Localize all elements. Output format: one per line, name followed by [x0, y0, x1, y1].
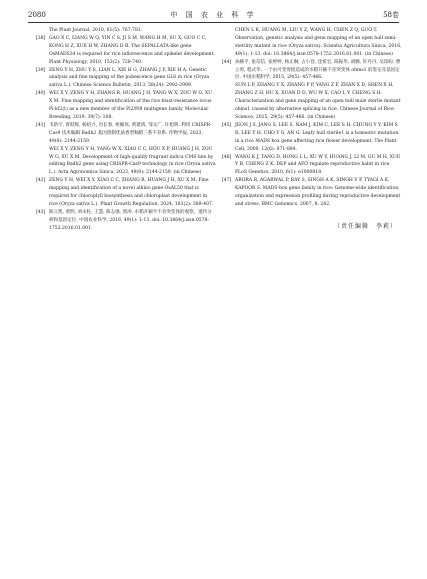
reference-number: [41] [36, 122, 46, 128]
reference-40 [36, 90, 216, 122]
reference-45 [222, 122, 403, 154]
reference-number: [39] [36, 67, 46, 73]
reference-number: [40] [36, 91, 46, 97]
reference-text: ARORA R, AGARWAL P, RAY S, SINGH A K, SINGH V P, TYAGI A K, KAPOOR S. MADS-box gene family in rice: Genome-wide identification, organization and expression profiling during reproductive development and stress. BMC Genomics, 2007, 8: 242. [235, 178, 401, 207]
header-rule [28, 22, 399, 23]
reference-text: GAO X C, LIANG W Q, YIN C S, JI S M, WANG H M, SU X, GUO C C, KONG H Z, XUE H W, ZHANG D B. The SEPALLATA-like gene OsMADS34 is required for rice inflorescence and spikelet development. Plant Physiology, 2010, 153(2): 728-740. [49, 35, 215, 65]
reference-46 [222, 154, 403, 178]
reference-translation: CHEN L K, HUANG M, LIU Y Z, WANG H, CHEN Z Q, GUO T. Observation, genetic analysis and gene mapping of an open hull semi-sterility mutant in rice (Oryza sativa). Scientia Agricultura Sinica, 2016, 49(1): 1-13. doi: 10.3864/j.issn.0578-1752.2016.01.001. (in Chinese) [235, 28, 402, 57]
left-column [36, 27, 216, 233]
reference-text: 孙赫平, 张培信, 张婷婷, 杨正琳, 占小登, 沈希宏, 陈振华, 胡腾, 轩丹丹, 吴玮盼, 曹立勇, 程式华. 一个由可变剪接造成的水稻开颖不育突变体 ohms1 的鉴定及基因定位. 中国水稻科学, 2015, 29(5): 457-466. [235, 59, 401, 81]
reference-44 [222, 59, 403, 83]
reference-42 [36, 177, 216, 209]
page-number: 2080 [28, 11, 46, 19]
reference-41 [36, 122, 216, 146]
reference-number: [47] [222, 178, 232, 184]
reference-47 [222, 177, 403, 209]
volume-label: 58卷 [383, 11, 399, 19]
reference-number: [43] [36, 209, 46, 215]
reference-number: [46] [222, 154, 232, 160]
reference-text: JEON J S, JANG S, LEE S, NAM J, KIM C, LEE S H, CHUNG Y Y, KIM S R, LEE Y H, CHO Y G, AN G. Leafy hull sterile1 is a homeotic mutation in a rice MADS box gene affecting rice flower development. The Plant Cell, 2000, 12(6): 871-884. [235, 122, 399, 152]
reference-38 [36, 35, 216, 67]
reference-translation: WEI X Y, ZENG Y H, YANG W X, XIAO C C, HOU X P, HUANG J H, ZOU W G, XU X M. Development of high-quality fragrant indica CMS line by editing Badh2 gene using CRISPR-Cas9 technology in rice (Oryza sativa L.). Acta Agronomica Sinica, 2023, 49(8): 2144-2159. (in Chinese) [49, 146, 216, 176]
reference-text: 韦新宇, 曾跃辉, 杨绍兴, 肖长春, 侯佩瑶, 黄建鸿, 邹文广, 许旭明. 利用 CRISPR-Cas9 技术编辑 Badh2 基因创制优质香型籼稻三系不育系. 作物学报, 2023, 49(8): 2144-2159. [49, 122, 212, 144]
responsible-editor: （责任编辑 李莉） [333, 222, 397, 230]
reference-43 [36, 209, 216, 233]
reference-continuation: The Plant Journal, 2010, 61(5): 767-781. [49, 28, 143, 33]
reference-text: WEI X Y, ZENG Y H, ZHANG R, HUANG J H, YANG W X, ZOU W G, XU X M. Fine mapping and identification of the rice blast-resistance locus Pi-kf2(t) as a new member of the Pi2/Pi9 multigene family. Molecular Breeding, 2019, 39(7): 108. [49, 91, 212, 120]
right-column [222, 27, 403, 231]
reference-39 [36, 67, 216, 91]
reference-number: [45] [222, 122, 232, 128]
journal-title: 中 国 农 业 科 学 [170, 11, 257, 19]
reference-text: WANG K J, TANG D, HONG L L, XU W Y, HUANG J, LI M, GU M H, XUE Y B, CHENG Z K. DEP and AFO regulate reproductive habit in rice. PLoS Genetics, 2010, 6(1): e1000818. [235, 154, 401, 176]
page-header [28, 9, 399, 21]
reference-number: [38] [36, 35, 46, 41]
reference-number: [44] [222, 59, 232, 65]
reference-translation: SUN L P, ZHANG Y X, ZHANG P P, YANG Z F, ZHAN X D, SHEN X H, ZHANG Z H, HU X, XUAN D D, WU W X, CAO L Y, CHENG S H. Characterization and gene mapping of an open hull male sterile mutant ohms1 caused by alternative splicing in rice. Chinese Journal of Rice Science, 2015, 29(5): 457-466. (in Chinese) [235, 83, 401, 120]
reference-text: ZENG Y H, WEI X Y, XIAO C C, ZHANG R, HUANG J H, XU X M. Fine mapping and identification of a novel albino gene OsAL50 that is required for chloroplyll biosynthesis and chloroplast development in rice (Oryza sativa L.). Plant Growth Regulation, 2024, 103(2): 389-407. [49, 178, 214, 207]
reference-text: 陈立凯, 黄明, 刘永柱, 王慧, 陈志强, 郭涛. 水稻开颖半不育突变体的观察、遗传分析和基因定位. 中国农业科学, 2016, 49(1): 1-13. doi: 10.3864/j.issn.0578-1752.2016.01.001. [49, 209, 212, 231]
reference-text: ZENG Y H, ZHU Y S, LIAN L, XIE H G, ZHANG J F, XIE H A. Genetic analysis and fine mapping of the pubescence gene GL6 in rice (Oryza sativa L.). Chinese Science Bulletin, 2013, 58(24): 2992-2999. [49, 67, 210, 89]
reference-number: [42] [36, 178, 46, 184]
